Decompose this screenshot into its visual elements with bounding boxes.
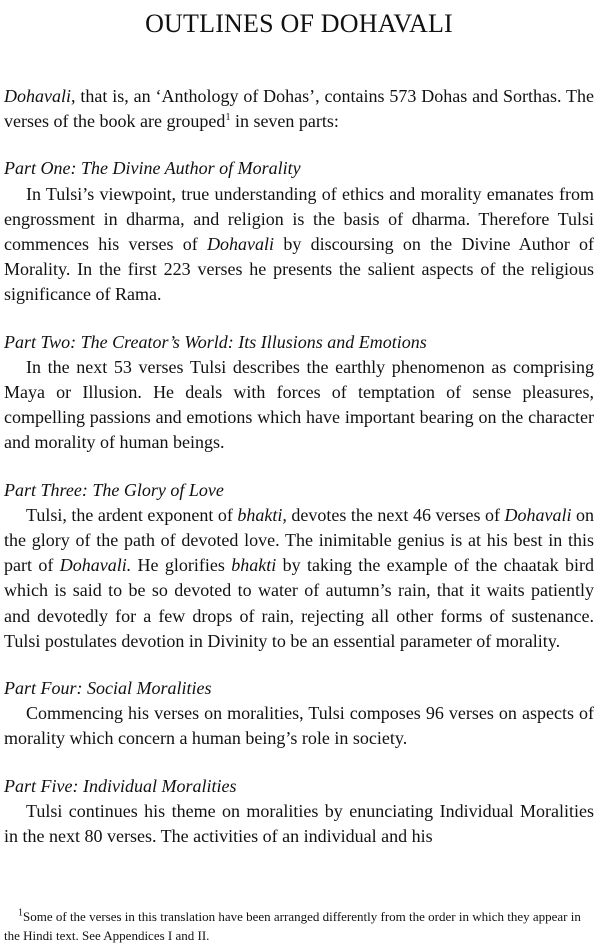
- para-italic: Dohavali: [504, 504, 572, 525]
- section-part-two: [4, 330, 594, 456]
- para-text: He glorifies: [131, 555, 232, 576]
- para-text: by taking the example of the chaatak bird which is said to be so devoted to water of autumn’s rain, that it waits patiently and devotedly for a few drops of rain, rejecting all other forms of sustenance. Tulsi postulates devotion in Divinity to be an essential parameter of morality.: [4, 555, 594, 651]
- para-italic: Dohavali.: [59, 555, 132, 576]
- section-paragraph-part-five: Tulsi continues his theme on moralities by enunciating Individual Moralities in the next 80 verses. The activities of an individual and his: [4, 800, 594, 847]
- footnote-area: [4, 907, 594, 945]
- para-text: Tulsi, the ardent exponent of: [26, 504, 238, 525]
- para-text: on the glory of the path of devoted love. The inimitable genius is at his best in this part of: [4, 504, 595, 576]
- section-part-one: [4, 156, 594, 307]
- para-italic: Dohavali: [207, 234, 275, 255]
- page-title: OUTLINES OF DOHAVALI: [145, 9, 453, 38]
- footnote-reference: 1: [225, 112, 231, 124]
- section-paragraph-part-one: [4, 182, 594, 308]
- para-text: devotes the next 46 verses of: [286, 504, 505, 525]
- section-heading-part-five: Part Five: Individual Moralities: [4, 775, 237, 796]
- intro-text-1: , that is, an ‘Anthology of Dohas’, contains 573 Dohas and Sorthas. The verses of the book are grouped: [4, 86, 594, 132]
- intro-paragraph: [4, 84, 594, 134]
- section-heading-part-four: Part Four: Social Moralities: [4, 678, 212, 699]
- section-heading-part-two: Part Two: The Creator’s World: Its Illusions and Emotions: [4, 331, 427, 352]
- section-paragraph-part-four: Commencing his verses on moralities, Tulsi composes 96 verses on aspects of morality which concern a human being’s role in society.: [4, 703, 594, 749]
- section-paragraph-part-two: In the next 53 verses Tulsi describes the earthly phenomenon as comprising Maya or Illusion. He deals with forces of temptation of sense pleasures, compelling passions and emotions which have important bearing on the character and morality of human beings.: [4, 356, 594, 453]
- section-part-five: [4, 774, 594, 850]
- para-italic: bhakti: [231, 555, 277, 576]
- section-part-four: [4, 676, 594, 752]
- footnote: [4, 907, 594, 945]
- section-heading-part-three: Part Three: The Glory of Love: [4, 479, 224, 500]
- section-part-three: [4, 478, 594, 654]
- footnote-mark: 1: [18, 907, 23, 919]
- para-text: by discoursing on the Divine Author of Morality. In the first 223 verses he presents the salient aspects of the religious significance of Rama.: [4, 234, 594, 305]
- intro-text-2: in seven parts:: [230, 111, 339, 132]
- intro-title-italic: Dohavali: [4, 86, 71, 106]
- para-italic: bhakti,: [237, 504, 287, 525]
- section-paragraph-part-three: [4, 503, 594, 654]
- section-heading-part-one: Part One: The Divine Author of Morality: [4, 158, 301, 179]
- para-text: In Tulsi’s viewpoint, true understanding of ethics and morality emanates from engrossment in dharma, and religion is the basis of dharma. Therefore Tulsi commences his verses of: [4, 183, 594, 255]
- footnote-text: Some of the verses in this translation have been arranged differently from the order in which they appear in the Hindi text. See Appendices I and II.: [4, 909, 581, 943]
